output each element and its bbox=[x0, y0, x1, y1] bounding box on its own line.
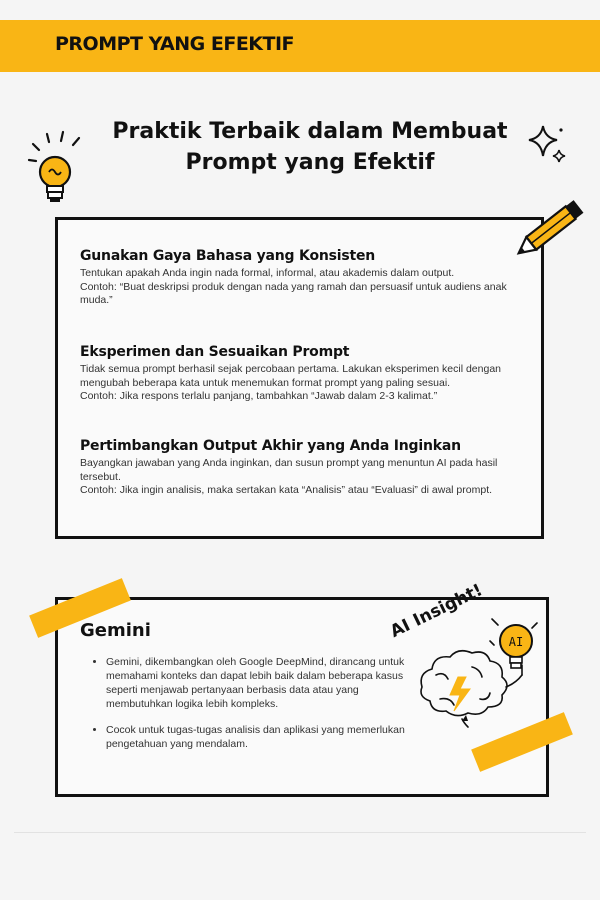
page-title bbox=[90, 116, 530, 178]
pencil-icon bbox=[505, 193, 595, 268]
ai-insight-label: AI Insight! bbox=[387, 580, 486, 642]
tip-example: Contoh: Jika respons terlalu panjang, tambahkan “Jawab dalam 2-3 kalimat.” bbox=[80, 390, 438, 402]
page-title-line-2: Prompt yang Efektif bbox=[185, 150, 435, 175]
lightbulb-icon bbox=[25, 128, 95, 208]
list-item: • Gemini, dikembangkan oleh Google DeepMind, dirancang untuk memahami konteks dan dapat lebih baik dalam beberapa kasus seperti menjawab pertanyaan berbasis data atau yang membutuhkan logika lebih kompleks. bbox=[106, 655, 418, 711]
page-title-line-1: Praktik Terbaik dalam Membuat bbox=[112, 119, 508, 144]
tip-section-consistent-style bbox=[80, 248, 530, 308]
tip-heading: Gunakan Gaya Bahasa yang Konsisten bbox=[80, 248, 376, 264]
tip-heading: Pertimbangkan Output Akhir yang Anda Inginkan bbox=[80, 438, 461, 454]
tip-example: Contoh: “Buat deskripsi produk dengan nada yang ramah dan persuasif untuk audiens anak muda.” bbox=[80, 280, 507, 306]
divider bbox=[14, 832, 586, 833]
tip-text: Bayangkan jawaban yang Anda inginkan, dan susun prompt yang menuntun AI pada hasil tersebut. bbox=[80, 457, 498, 483]
tip-text: Tidak semua prompt berhasil sejak percobaan pertama. Lakukan eksperimen kecil dengan mengubah beberapa kata untuk menemukan format prompt yang paling sesuai. bbox=[80, 363, 502, 389]
tip-heading: Eksperimen dan Sesuaikan Prompt bbox=[80, 344, 350, 360]
header-title: PROMPT YANG EFEKTIF bbox=[55, 33, 295, 55]
ai-bulb-text: AI bbox=[508, 635, 524, 649]
list-item: • Cocok untuk tugas-tugas analisis dan aplikasi yang memerlukan pengetahuan yang mendalam. bbox=[106, 723, 418, 751]
gemini-bullet-list bbox=[88, 655, 418, 763]
tip-section-final-output bbox=[80, 438, 530, 498]
sparkle-icon bbox=[525, 122, 569, 166]
tips-card bbox=[55, 217, 544, 539]
tip-example: Contoh: Jika ingin analisis, maka sertakan kata “Analisis” atau “Evaluasi” di awal prompt. bbox=[80, 484, 493, 496]
ai-brain-icon bbox=[412, 615, 547, 730]
tip-section-experiment bbox=[80, 344, 530, 404]
tip-text: Tentukan apakah Anda ingin nada formal, informal, atau akademis dalam output. bbox=[80, 267, 455, 279]
gemini-title: Gemini bbox=[80, 620, 151, 641]
